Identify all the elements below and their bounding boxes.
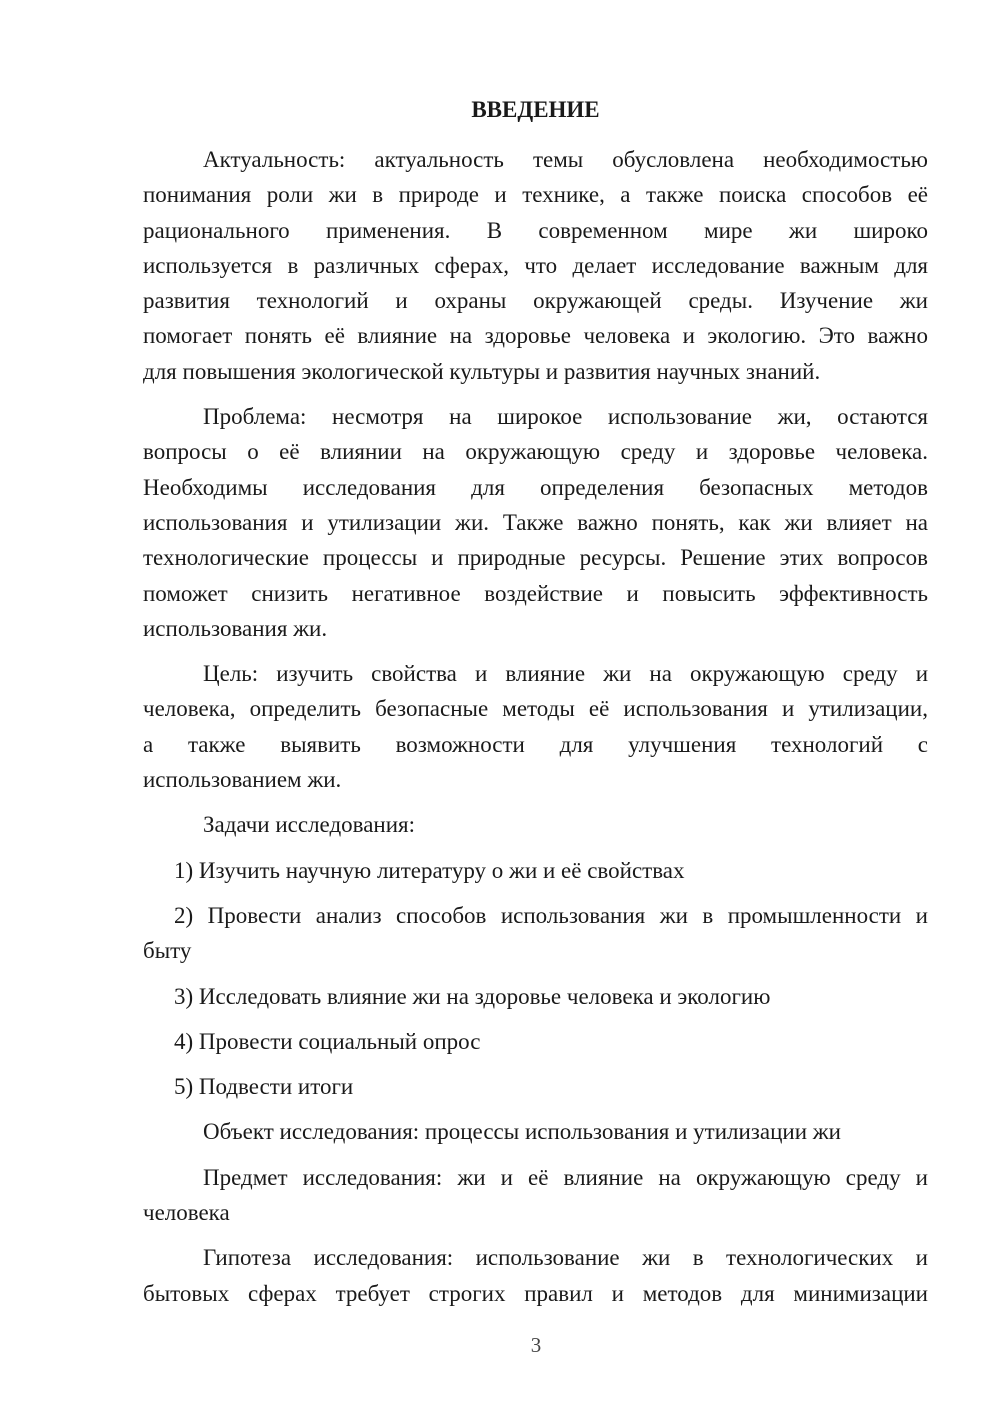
text-line: Предмет исследования: жи и её влияние на окружающую среду и [203,1164,928,1190]
text-line: поможет снизить негативное воздействие и повысить эффективность [143,580,928,606]
text-line: вопросы о её влиянии на окружающую среду и здоровье человека. [143,439,928,465]
text-line: быту [143,938,192,964]
paragraph [143,1240,928,1311]
text-line: 4) Провести социальный опрос [174,1028,481,1054]
text-line: для повышения экологической культуры и развития научных знаний. [143,358,821,384]
paragraph [143,142,928,389]
text-line: использованием жи. [143,767,342,793]
text-line: Цель: изучить свойства и влияние жи на окружающую среду и [203,661,928,687]
paragraph [143,399,928,646]
task-list-item [143,1069,928,1104]
text-line: 5) Подвести итоги [174,1074,354,1100]
text-line: использования жи. [143,615,328,641]
text-line: Гипотеза исследования: использование жи в технологических и [203,1245,928,1271]
text-line: а также выявить возможности для улучшения технологий с [143,731,928,757]
text-line: Проблема: несмотря на широкое использование жи, остаются [203,404,928,430]
text-line: использования и утилизации жи. Также важно понять, как жи влияет на [143,509,928,535]
text-line: Актуальность: актуальность темы обусловлена необходимостью [203,147,928,172]
text-line: 1) Изучить научную литературу о жи и её свойствах [174,857,685,883]
text-line: человека, определить безопасные методы её использования и утилизации, [143,696,928,722]
text-line: человека [143,1200,230,1226]
paragraph [143,807,928,842]
text-line: понимания роли жи в природе и технике, а также поиска способов её [143,182,928,208]
task-list-item [143,1024,928,1059]
document-body [143,142,928,1311]
task-list-item [143,979,928,1014]
text-line: 3) Исследовать влияние жи на здоровье человека и экологию [174,983,771,1009]
task-list-item [143,853,928,888]
text-line: Задачи исследования: [203,812,416,838]
paragraph [143,1114,928,1149]
text-line: технологические процессы и природные ресурсы. Решение этих вопросов [143,545,928,571]
text-line: Необходимы исследования для определения безопасных методов [143,474,928,500]
section-title: ВВЕДЕНИЕ [471,97,600,122]
text-line: рационального применения. В современном мире жи широко [143,217,928,243]
page-number: 3 [530,1333,542,1357]
text-line: помогает понять её влияние на здоровье человека и экологию. Это важно [143,323,928,349]
text-line: Объект исследования: процессы использования и утилизации жи [203,1119,841,1145]
text-line: бытовых сферах требует строгих правил и методов для минимизации [143,1280,928,1306]
text-line: 2) Провести анализ способов использования жи в промышленности и [174,902,928,928]
task-list-item [143,898,928,969]
document-page [143,92,928,1321]
text-line: развития технологий и охраны окружающей среды. Изучение жи [143,288,928,314]
text-line: используется в различных сферах, что делает исследование важным для [143,252,928,278]
paragraph [143,1160,928,1231]
paragraph [143,656,928,797]
